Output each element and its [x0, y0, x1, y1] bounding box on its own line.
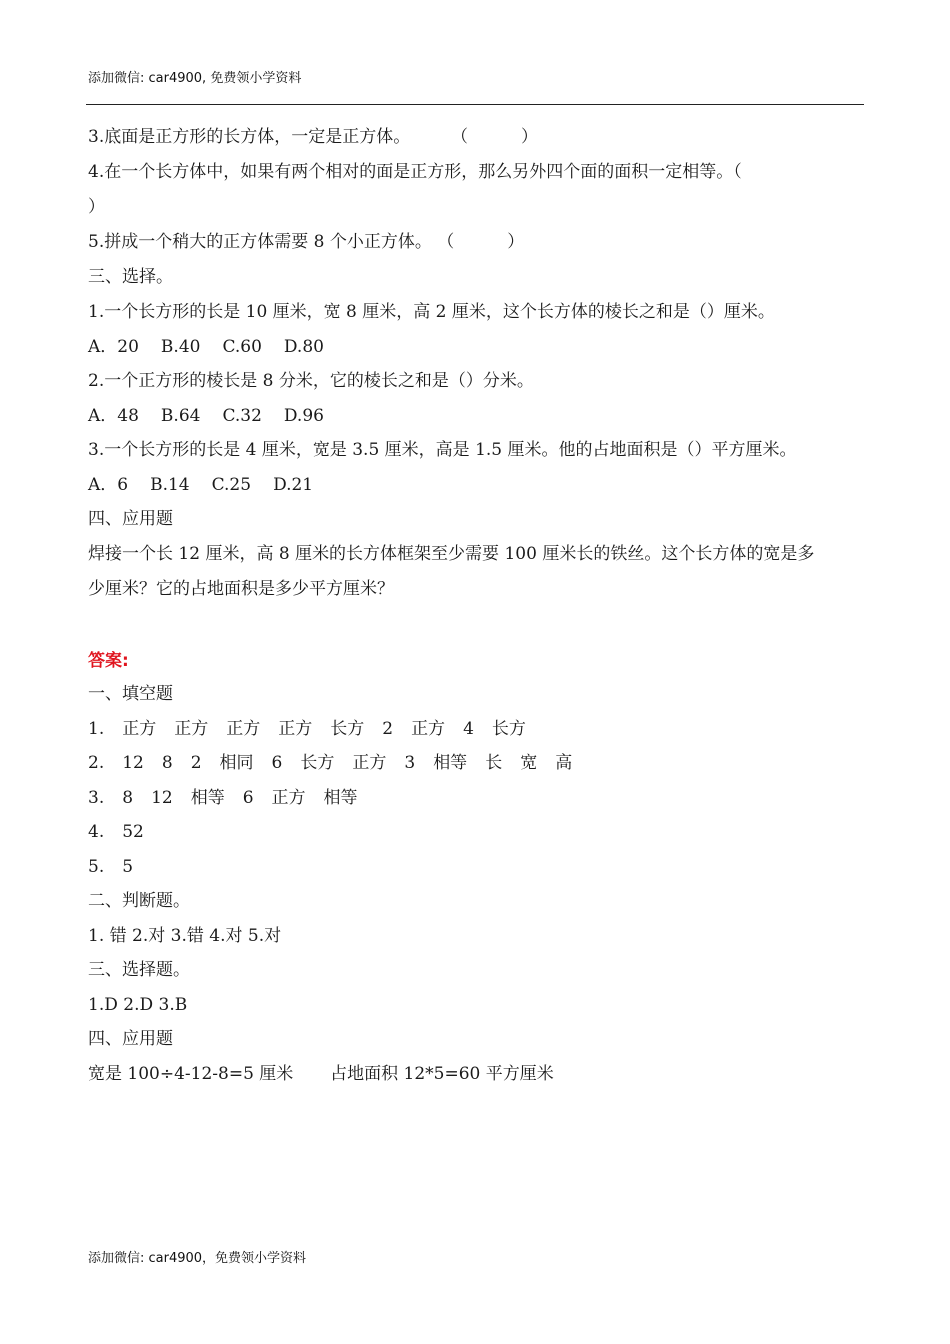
- fill-token: 5.: [88, 857, 105, 877]
- answer-paren-close: ）: [521, 127, 539, 147]
- fill-token: 长方: [330, 719, 365, 739]
- judge-question-3: [88, 126, 538, 148]
- option-c: C.25: [211, 475, 252, 495]
- option-d: D.80: [283, 337, 324, 357]
- fill-token: 正方: [226, 719, 261, 739]
- choice-q1-options: [88, 336, 346, 358]
- page-header-text: 添加微信: car4900, 免费领小学资料: [88, 71, 302, 86]
- fill-token: 1.: [88, 719, 105, 739]
- fill-answer-row-1: [88, 718, 544, 740]
- fill-token: 正方: [352, 753, 387, 773]
- option-d: D.21: [273, 475, 314, 495]
- fill-token: 长方: [491, 719, 526, 739]
- fill-token: 正方: [122, 719, 157, 739]
- fill-token: 宽: [520, 753, 538, 773]
- fill-token: 2.: [88, 753, 105, 773]
- fill-answer-row-5: [88, 856, 151, 878]
- fill-token: 相等: [323, 788, 358, 808]
- application-question-line1: 焊接一个长 12 厘米，高 8 厘米的长方体框架至少需要 100 厘米长的铁丝。这个长方体的宽是多: [88, 544, 815, 564]
- section-choice-title: 三、选择。: [88, 267, 173, 287]
- fill-token: 52: [122, 822, 144, 842]
- fill-token: 8: [122, 788, 134, 808]
- answers-heading: 答案:: [88, 651, 129, 671]
- page-footer-text: 添加微信: car4900，免费领小学资料: [88, 1251, 307, 1266]
- option-a: A．6: [88, 475, 129, 495]
- judge-question-5: [88, 231, 524, 253]
- fill-token: 4: [463, 719, 474, 739]
- judge-question-4-line1: 4.在一个长方体中，如果有两个相对的面是正方形，那么另外四个面的面积一定相等。（: [88, 162, 742, 182]
- answers-fill-title: 一、填空题: [88, 684, 173, 704]
- fill-token: 8: [161, 753, 173, 773]
- fill-answer-row-3: [88, 787, 376, 809]
- choice-q3-options: [88, 474, 335, 496]
- option-a: A．48: [88, 406, 139, 426]
- fill-token: 2: [190, 753, 202, 773]
- answers-choice-values: 1.D 2.D 3.B: [88, 995, 188, 1015]
- option-b: B.14: [150, 475, 190, 495]
- fill-token: 正方: [174, 719, 209, 739]
- judge-question-4-line2: ）: [88, 197, 105, 217]
- fill-token: 相等: [433, 753, 468, 773]
- fill-token: 12: [122, 753, 144, 773]
- fill-token: 长方: [300, 753, 335, 773]
- fill-token: 正方: [271, 788, 306, 808]
- fill-token: 3.: [88, 788, 105, 808]
- fill-token: 6: [242, 788, 254, 808]
- choice-question-1: 1.一个长方形的长是 10 厘米，宽 8 厘米，高 2 厘米，这个长方体的棱长之和是（）厘米。: [88, 302, 775, 322]
- fill-token: 正方: [278, 719, 313, 739]
- fill-token: 长: [485, 753, 503, 773]
- option-c: C.60: [222, 337, 262, 357]
- option-a: A．20: [88, 337, 139, 357]
- choice-question-2: 2.一个正方形的棱长是 8 分米，它的棱长之和是（）分米。: [88, 371, 534, 391]
- application-question-line2: 少厘米？它的占地面积是多少平方厘米？: [88, 579, 394, 599]
- fill-token: 相同: [219, 753, 254, 773]
- fill-token: 3: [404, 753, 416, 773]
- width-answer: 宽是 100÷4-12-8=5 厘米: [88, 1064, 294, 1084]
- option-d: D.96: [283, 406, 324, 426]
- fill-token: 相等: [190, 788, 225, 808]
- area-answer: 占地面积 12*5=60 平方厘米: [330, 1064, 554, 1084]
- header-divider: [86, 104, 864, 105]
- answer-paren-close: ）: [507, 232, 525, 252]
- answers-judge-values: 1. 错 2.对 3.错 4.对 5.对: [88, 926, 282, 946]
- choice-question-3: 3.一个长方形的长是 4 厘米，宽是 3.5 厘米，高是 1.5 厘米。他的占地面积是（）平方厘米。: [88, 440, 797, 460]
- fill-token: 正方: [411, 719, 446, 739]
- judge-q5-text: 5.拼成一个稍大的正方体需要 8 个小正方体。: [88, 232, 432, 252]
- answers-application-values: [88, 1063, 554, 1085]
- fill-token: 12: [151, 788, 173, 808]
- section-application-title: 四、应用题: [88, 509, 173, 529]
- fill-answer-row-2: [88, 752, 590, 774]
- choice-q2-options: [88, 405, 346, 427]
- fill-token: 4.: [88, 822, 105, 842]
- option-b: B.64: [160, 406, 201, 426]
- answers-judge-title: 二、判断题。: [88, 891, 190, 911]
- fill-token: 2: [382, 719, 394, 739]
- answers-choice-title: 三、选择题。: [88, 960, 190, 980]
- fill-token: 5: [122, 857, 134, 877]
- answers-application-title: 四、应用题: [88, 1029, 173, 1049]
- option-c: C.32: [222, 406, 262, 426]
- judge-q3-text: 3.底面是正方形的长方体，一定是正方体。: [88, 127, 411, 147]
- answer-paren-open: （: [451, 127, 469, 147]
- answer-paren-open: （: [437, 232, 455, 252]
- fill-token: 6: [271, 753, 283, 773]
- option-b: B.40: [160, 337, 201, 357]
- fill-answer-row-4: [88, 821, 162, 843]
- fill-token: 高: [555, 753, 573, 773]
